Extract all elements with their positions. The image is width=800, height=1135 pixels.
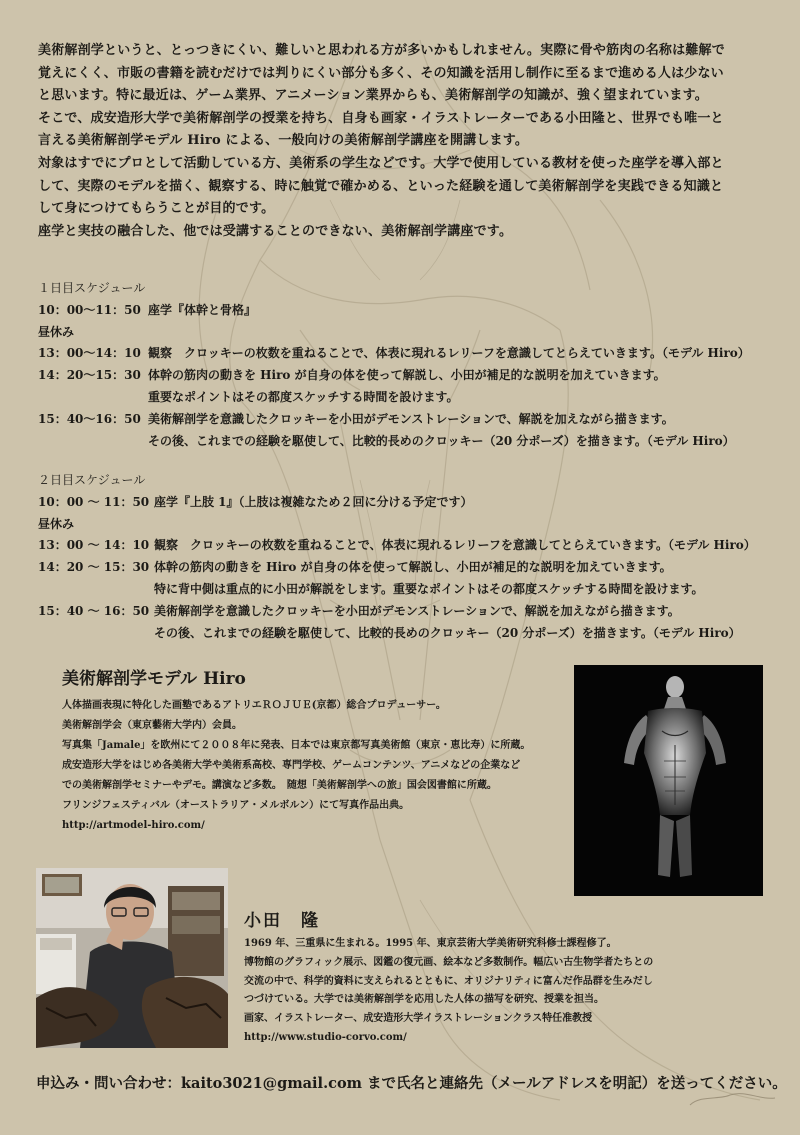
schedule-row — [38, 557, 778, 579]
schedule-text: 美術解剖学を意識したクロッキーを小田がデモンストレーションで、解説を加えながら描きます。 — [154, 603, 680, 618]
intro-line: 覚えにくく、市販の書籍を読むだけでは判りにくい部分も多く、その知識を活用し制作に至るまで進める人は少ない — [38, 65, 724, 81]
bio-line: 交流の中で、科学的資料に支えられるとともに、オリジナリティに富んだ作品群を生みだし — [244, 975, 653, 987]
schedule-row — [38, 514, 778, 536]
schedule-row — [38, 300, 778, 322]
schedule-row — [38, 409, 778, 431]
schedule-row — [38, 343, 778, 365]
intro-line: 座学と実技の融合した、他では受講することのできない、美術解剖学講座です。 — [38, 223, 513, 239]
schedule-text: 体幹の筋肉の動きを Hiro が自身の体を使って解説し、小田が補足的な説明を加えていきます。 — [154, 560, 672, 575]
schedule-text: 座学『体幹と骨格』 — [148, 302, 257, 317]
bio-line: フリンジフェスティバル（オーストラリア・メルボルン）にて写真作品出典。 — [62, 800, 410, 811]
day2-heading: ２日目スケジュール — [38, 473, 146, 487]
hiro-model-photo — [574, 665, 763, 896]
schedule-continuation: 特に背中側は重点的に小田が解説をします。重要なポイントはその都度スケッチする時間を設けます。 — [154, 581, 704, 596]
schedule-time: 15：40 〜 16：50 — [38, 603, 150, 618]
intro-line: と思います。特に最近は、ゲーム業界、アニメーション業界からも、美術解剖学の知識が、強く望まれています。 — [38, 88, 708, 104]
bio-line: 美術解剖学会（東京藝術大学内）会員。 — [62, 720, 242, 731]
schedule-continuation: その後、これまでの経験を駆使して、比較的長めのクロッキー（20 分ポーズ）を描きます。（モデル Hiro） — [154, 625, 741, 640]
intro-line: そこで、成安造形大学で美術解剖学の授業を持ち、自身も画家・イラストレーターである小田隆と、世界でも唯一と — [38, 110, 724, 126]
schedule-row — [38, 365, 778, 387]
oda-heading: 小田 隆 — [244, 911, 320, 931]
schedule-text: 体幹の筋肉の動きを Hiro が自身の体を使って解説し、小田が補足的な説明を加えていきます。 — [148, 368, 666, 383]
schedule-time: 15：40〜16：50 — [38, 411, 141, 426]
intro-text — [38, 40, 778, 243]
schedule-time: 昼休み — [38, 516, 75, 531]
schedule-time: 14：20 〜 15：30 — [38, 560, 150, 575]
bio-line: 写真集「Jamale」を欧州にて２００８年に発表、日本では東京都写真美術館（東京・恵比寿）に所蔵。 — [62, 740, 531, 751]
day1-heading: １日目スケジュール — [38, 281, 146, 295]
schedule-continuation: 重要なポイントはその都度スケッチする時間を設けます。 — [148, 389, 459, 404]
bio-line: 博物館のグラフィック展示、図鑑の復元画、絵本など多数制作。幅広い古生物学者たちとの — [244, 956, 654, 968]
intro-line: 言える美術解剖学モデル Hiro による、一般向けの美術解剖学講座を開講します。 — [38, 133, 529, 149]
schedule-time: 10：00 〜 11：50 — [38, 494, 150, 509]
schedule-time: 13：00 〜 14：10 — [38, 538, 150, 553]
bio-line: つづけている。大学では美術解剖学を応用した人体の描写を研究、授業を担当。 — [244, 994, 604, 1006]
schedule-text: 美術解剖学を意識したクロッキーを小田がデモンストレーションで、解説を加えながら描きます。 — [148, 411, 674, 426]
schedule-row — [38, 492, 778, 514]
schedule-text: 観察 クロッキーの枚数を重ねることで、体表に現れるレリーフを意識してとらえていきます。（モデル Hiro） — [148, 346, 750, 361]
bio-line: 成安造形大学をはじめ各美術大学や美術系高校、専門学校、ゲームコンテンツ、アニメなどの企業など — [62, 760, 521, 771]
contact-info: 申込み・問い合わせ：kaito3021@gmail.com まで氏名と連絡先（メールアドレスを明記）を送ってください。 — [36, 1075, 787, 1092]
hiro-heading: 美術解剖学モデル Hiro — [62, 669, 246, 689]
intro-line: して、実際のモデルを描く、観察する、時に触覚で確かめる、といった経験を通して美術解剖学を実践できる知識と — [38, 178, 724, 194]
schedule-row — [38, 322, 778, 344]
schedule-text: 観察 クロッキーの枚数を重ねることで、体表に現れるレリーフを意識してとらえていきます。（モデル Hiro） — [154, 538, 756, 553]
schedule-text: 座学『上肢 1』（上肢は複雑なため２回に分ける予定です） — [154, 494, 473, 509]
schedule-time: 昼休み — [38, 324, 75, 339]
day2-schedule — [38, 470, 778, 644]
oda-website-link[interactable]: http://www.studio-corvo.com/ — [244, 1031, 407, 1043]
schedule-time: 14：20〜15：30 — [38, 368, 141, 383]
hiro-bio — [62, 696, 562, 836]
bio-line: 人体描画表現に特化した画塾であるアトリエＲＯＪＵＥ(京都）総合プロデューサー。 — [62, 700, 446, 711]
day1-schedule — [38, 278, 778, 452]
intro-line: して身につけてもらうことが目的です。 — [38, 201, 275, 217]
bio-line: での美術解剖学セミナーやデモ。講演など多数。 随想「美術解剖学への旅」国会図書館に所蔵。 — [62, 780, 497, 791]
schedule-row — [38, 601, 778, 623]
intro-line: 美術解剖学というと、とっつきにくい、難しいと思われる方が多いかもしれません。実際に骨や筋肉の名称は難解で — [38, 43, 725, 58]
schedule-continuation: その後、これまでの経験を駆使して、比較的長めのクロッキー（20 分ポーズ）を描きます。（モデル Hiro） — [148, 433, 735, 448]
oda-portrait-photo — [36, 868, 228, 1048]
schedule-time: 13：00〜14：10 — [38, 346, 141, 361]
schedule-time: 10：00〜11：50 — [38, 302, 141, 317]
intro-line: 対象はすでにプロとして活動している方、美術系の学生などです。大学で使用している教材を使った座学を導入部と — [38, 155, 724, 171]
schedule-row — [38, 535, 778, 557]
bio-line: 画家、イラストレーター、成安造形大学イラストレーションクラス特任准教授 — [244, 1013, 593, 1025]
bio-line: 1969 年、三重県に生まれる。1995 年、東京芸術大学美術研究科修士課程修了。 — [244, 938, 617, 949]
oda-bio — [244, 935, 764, 1048]
hiro-website-link[interactable]: http://artmodel-hiro.com/ — [62, 820, 205, 831]
